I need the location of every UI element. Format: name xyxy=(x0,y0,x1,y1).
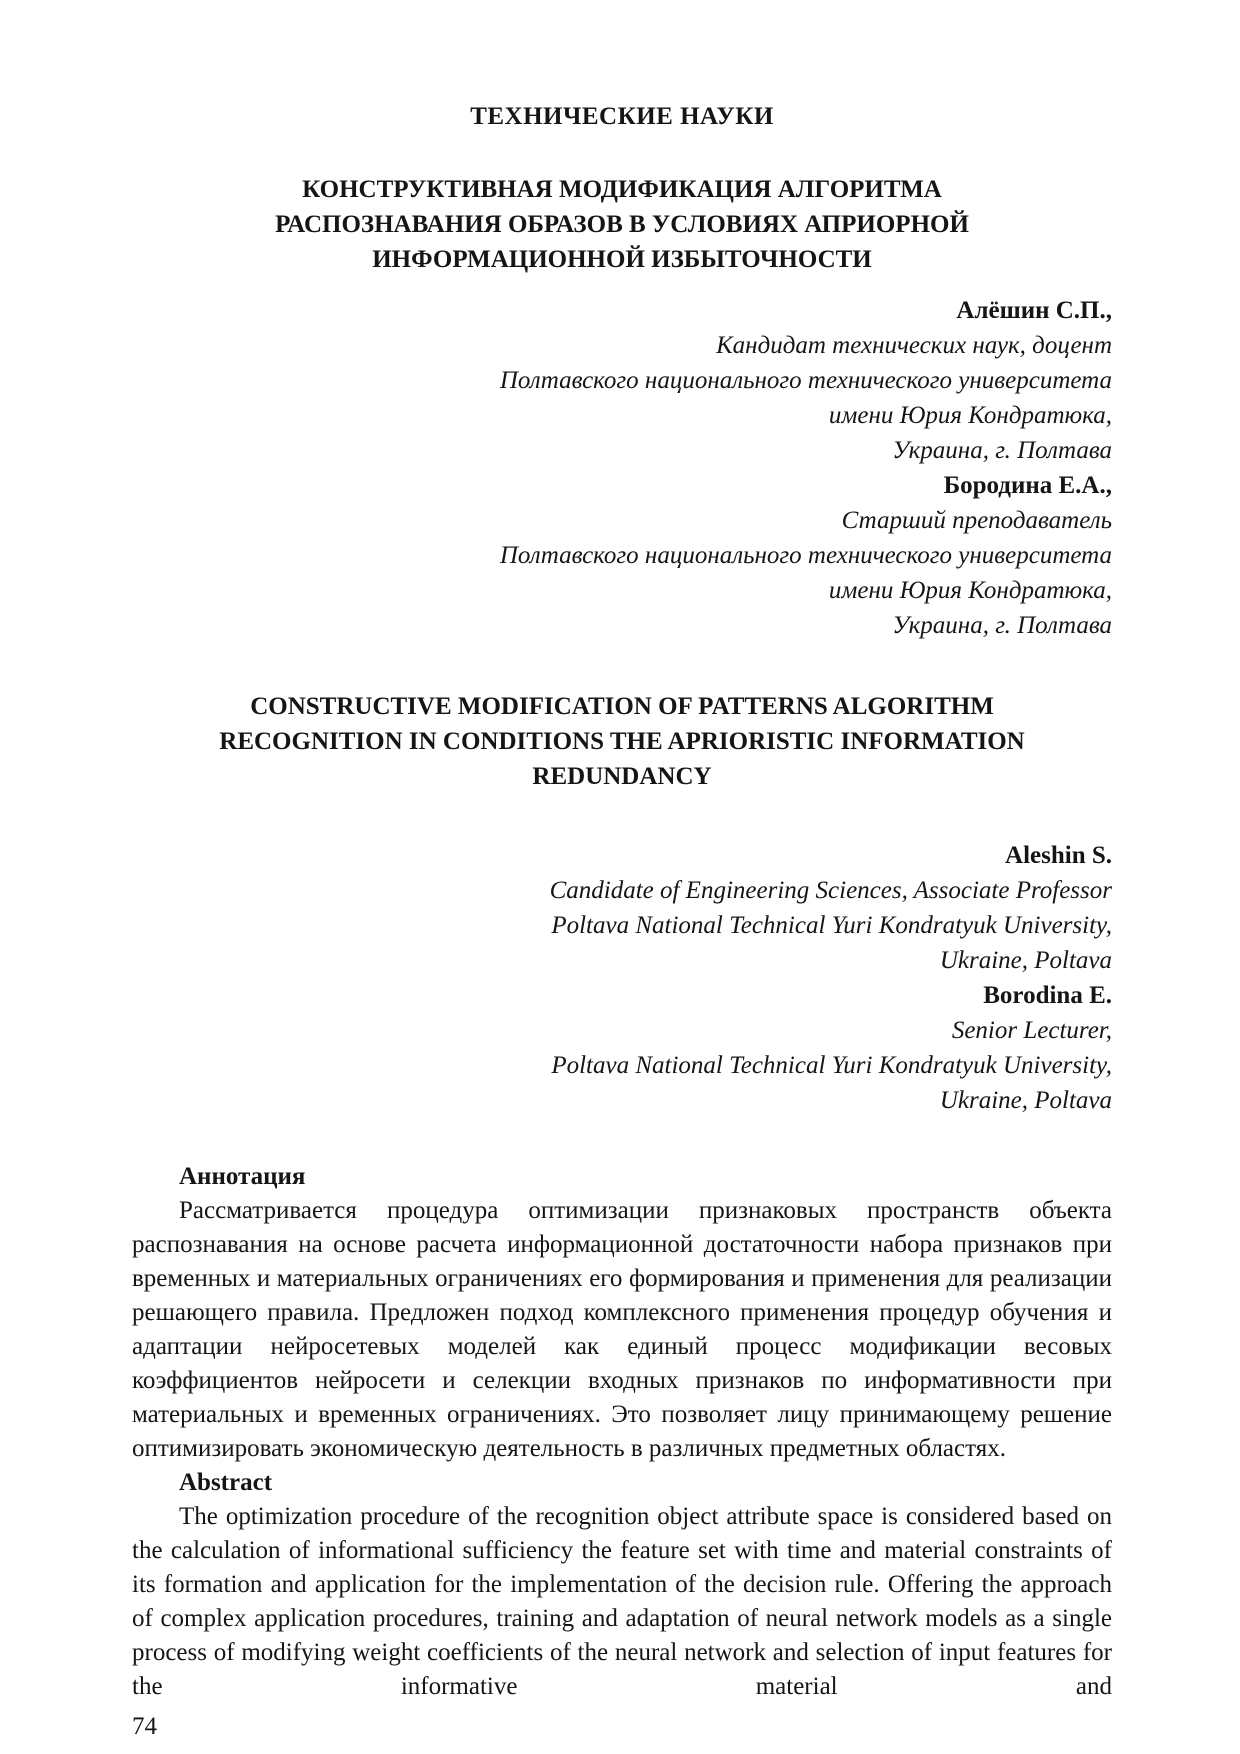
author-name: Алёшин С.П., xyxy=(956,297,1112,324)
title-english xyxy=(132,689,1112,794)
author-affiliation-line: Старший преподаватель xyxy=(841,507,1112,534)
author-affiliation-line: Ukraine, Poltava xyxy=(939,947,1112,974)
author-affiliation-line: имени Юрия Кондратюка, xyxy=(828,577,1112,604)
section-header: ТЕХНИЧЕСКИЕ НАУКИ xyxy=(470,103,774,130)
annotation-heading-ru: Аннотация xyxy=(179,1163,306,1190)
author-affiliation-line: Ukraine, Poltava xyxy=(939,1087,1112,1114)
title-russian xyxy=(132,172,1112,277)
author-affiliation-line: Кандидат технических наук, доцент xyxy=(716,332,1112,359)
author-affiliation-line: Украина, г. Полтава xyxy=(892,437,1112,464)
author-name: Aleshin S. xyxy=(1005,842,1112,869)
author-affiliation-line: Украина, г. Полтава xyxy=(892,612,1112,639)
author-affiliation-line: имени Юрия Кондратюка, xyxy=(828,402,1112,429)
abstract-heading-en: Abstract xyxy=(179,1469,273,1496)
author-affiliation-line: Senior Lecturer, xyxy=(951,1017,1112,1044)
author-affiliation-line: Полтавского национального технического университета xyxy=(499,542,1112,569)
author-affiliation-line: Poltava National Technical Yuri Kondratyuk University, xyxy=(551,912,1112,939)
annotation-text-ru: Рассматривается процедура оптимизации признаковых пространств объекта распознавания на основе расчета информационной достаточности набора признаков при временных и материальных ограничениях его формирования и применения для реализации решающего правила. Предложен подход комплексного применения процедур обучения и адаптации нейросетевых моделей как единый процесс модификации весовых коэффициентов нейросети и селекции входных признаков по информативности при материальных и временных ограничениях. Это позволяет лицу принимающему решение оптимизировать экономическую деятельность в различных предметных областях. xyxy=(132,1197,1112,1462)
title-russian-line: КОНСТРУКТИВНАЯ МОДИФИКАЦИЯ АЛГОРИТМА xyxy=(302,176,942,203)
authors-block-russian xyxy=(132,293,1112,643)
abstract-text-en: The optimization procedure of the recognition object attribute space is considered based on the calculation of informational sufficiency the feature set with time and material constraints of its formation and application for the implementation of the decision rule. Offering the approach of complex application procedures, training and adaptation of neural network models as a single process of modifying weight coefficients of the neural network and selection of input features for the informative material and xyxy=(132,1503,1112,1700)
title-english-line: CONSTRUCTIVE MODIFICATION OF PATTERNS ALGORITHM xyxy=(250,693,994,720)
authors-block-english xyxy=(132,838,1112,1118)
title-russian-line: РАСПОЗНАВАНИЯ ОБРАЗОВ В УСЛОВИЯХ АПРИОРНОЙ xyxy=(275,211,969,238)
author-affiliation-line: Полтавского национального технического университета xyxy=(499,367,1112,394)
title-english-line: REDUNDANCY xyxy=(532,763,712,790)
title-english-line: RECOGNITION IN CONDITIONS THE APRIORISTIC INFORMATION xyxy=(219,728,1025,755)
author-name: Borodina E. xyxy=(983,982,1112,1009)
author-affiliation-line: Poltava National Technical Yuri Kondratyuk University, xyxy=(551,1052,1112,1079)
abstracts-section xyxy=(132,1160,1112,1704)
author-name: Бородина Е.А., xyxy=(943,472,1112,499)
page-number: 74 xyxy=(132,1713,157,1740)
author-affiliation-line: Candidate of Engineering Sciences, Associate Professor xyxy=(549,877,1112,904)
title-russian-line: ИНФОРМАЦИОННОЙ ИЗБЫТОЧНОСТИ xyxy=(372,246,872,273)
